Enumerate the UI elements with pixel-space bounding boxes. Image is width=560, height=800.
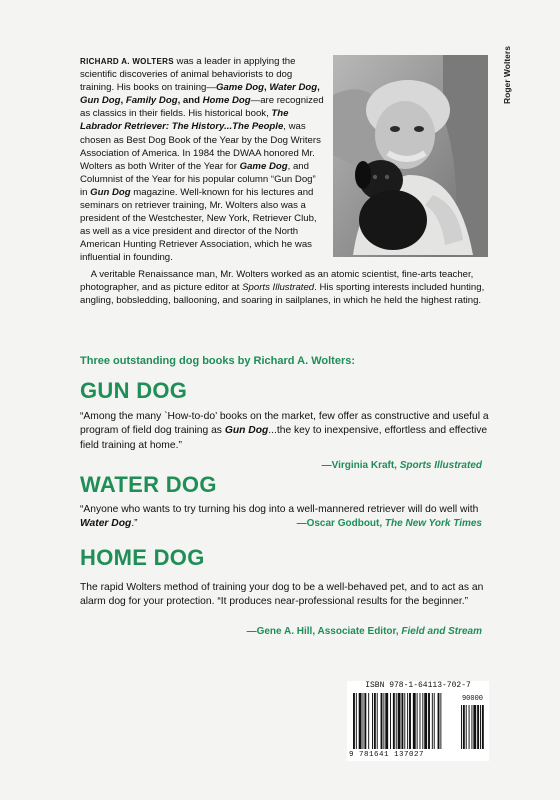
- review-quote-gun-dog: [80, 410, 490, 453]
- barcode-bar: [401, 693, 403, 749]
- author-photo: [333, 55, 488, 257]
- barcode-bar: [385, 693, 388, 749]
- barcode-bar: [440, 693, 441, 749]
- barcode-bar: [364, 693, 366, 749]
- barcode-bar: [356, 693, 357, 749]
- quote-text: The rapid Wolters method of training your dog to be a well-behaved pet, and to act as an alarm dog for your protection. “It produces near-professional results for the beginner.”: [80, 582, 484, 608]
- author-bio-continued: [80, 268, 490, 307]
- barcode-bar: [424, 693, 427, 749]
- attr-text: —Virginia Kraft,: [321, 460, 400, 471]
- barcode-bar: [461, 705, 462, 749]
- barcode-bar: [407, 693, 408, 749]
- isbn-number: ISBN 978-1-64113-702-7: [365, 681, 471, 690]
- book-ref: Water Dog: [269, 82, 318, 94]
- barcode-bar: [413, 693, 416, 749]
- bio-text: A veritable Renaissance man, Mr. Wolters worked as an atomic scientist, fine-arts teacher, photographer, and as picture editor at: [80, 269, 474, 294]
- quote-text: “Anyone who wants to try turning his dog into a well-mannered retriever will do well with: [80, 504, 479, 515]
- review-attribution-water-dog: [297, 518, 482, 529]
- book-ref: Game Dog: [215, 82, 264, 94]
- isbn-barcode: [347, 681, 489, 761]
- barcode-bar: [377, 693, 378, 749]
- bio-text: . His sporting interests included hunting, angling, bobsledding, ballooning, and soaring in sailplanes, in which he held the highest rating.: [80, 282, 485, 307]
- barcode-bar: [466, 705, 467, 749]
- barcode-bar: [477, 705, 479, 749]
- bio-text: magazine. Well-known for his lectures and seminars on retriever training, Mr. Wolters also was a president of the Westchester, New York, Retriever Club, as well as a vice president and director of the North American Hunting Retriever Association, which he was influential in founding.: [80, 186, 317, 264]
- barcode-bars: [347, 681, 489, 761]
- barcode-bar: [471, 705, 472, 749]
- barcode-bar: [463, 705, 465, 749]
- barcode-bar: [473, 705, 476, 749]
- book-title-home-dog: HOME DOG: [80, 545, 205, 570]
- barcode-bar: [432, 693, 433, 749]
- attr-text: —Oscar Godbout,: [296, 518, 385, 529]
- quote-book-ref: Water Dog: [80, 518, 132, 530]
- price-code: 90000: [461, 695, 483, 703]
- publication-ref: Sports Illustrated: [242, 282, 315, 294]
- barcode-bar: [417, 693, 418, 749]
- attr-source: Field and Stream: [401, 626, 482, 637]
- sep: , and: [177, 95, 203, 107]
- attr-source: The New York Times: [384, 518, 482, 529]
- book-ref: Family Dog: [125, 95, 178, 107]
- author-bio: [80, 55, 325, 265]
- barcode-bar: [434, 693, 435, 749]
- sep: ,: [120, 95, 126, 107]
- barcode-bar: [396, 693, 397, 749]
- sep: ,: [263, 82, 270, 94]
- barcode-bar: [404, 693, 405, 749]
- barcode-bar: [390, 693, 391, 749]
- barcode-bar: [383, 693, 384, 749]
- author-name: RICHARD A. WOLTERS: [80, 57, 174, 66]
- barcode-bar: [381, 693, 383, 749]
- barcode-bar: [469, 705, 470, 749]
- bio-text: —are recognized as classics in their fields. His historical book,: [80, 95, 324, 120]
- books-teaser: Three outstanding dog books by Richard A. Wolters:: [80, 355, 356, 367]
- attr-text: —Gene A. Hill, Associate Editor,: [246, 626, 402, 637]
- ean-digits: 9 781641 137027: [349, 751, 425, 759]
- photo-credit: Roger Wolters: [502, 46, 512, 104]
- book-title-water-dog: WATER DOG: [80, 472, 217, 497]
- book-ref: The Labrador Retriever: The History...The People: [80, 108, 289, 133]
- book-ref: Gun Dog: [90, 186, 131, 198]
- sep: ,: [317, 82, 320, 94]
- barcode-bar: [353, 693, 355, 749]
- barcode-bar: [438, 693, 440, 749]
- bio-text: was a leader in applying the scientific discoveries of animal behaviorists to dog training. His books on training—: [80, 56, 296, 94]
- book-title-gun-dog: GUN DOG: [80, 378, 188, 403]
- barcode-bar: [374, 693, 376, 749]
- barcode-bar: [359, 693, 362, 749]
- bio-text: , was chosen as Best Dog Book of the Year by the Dog Writers Association of America. In 1984 the DWAA honored Mr. Wolters as both Writer of the Year for: [80, 121, 321, 172]
- quote-text: “Among the many `How-to-do’ books on the market, few offer as constructive and useful a program of field dog training as: [80, 411, 489, 437]
- review-quote-home-dog: [80, 581, 490, 610]
- book-ref: Gun Dog: [80, 95, 121, 107]
- barcode-bar: [398, 693, 401, 749]
- review-attribution-gun-dog: [322, 460, 482, 471]
- barcode-bar: [428, 693, 430, 749]
- barcode-bar: [363, 693, 364, 749]
- bio-text: , and Columnist of the Year for his popular column “Gun Dog” in: [80, 160, 316, 198]
- attr-source: Sports Illustrated: [399, 460, 482, 471]
- book-ref: Home Dog: [202, 95, 251, 107]
- barcode-bar: [372, 693, 373, 749]
- barcode-bar: [420, 693, 421, 749]
- barcode-bar: [480, 705, 481, 749]
- barcode-bar: [482, 705, 484, 749]
- review-attribution-home-dog: [247, 626, 482, 637]
- author-with-puppy-image: [333, 55, 488, 257]
- barcode-bar: [409, 693, 411, 749]
- quote-book-ref: Gun Dog: [224, 425, 269, 437]
- barcode-bar: [422, 693, 423, 749]
- barcode-bar: [393, 693, 395, 749]
- quote-text: .”: [131, 518, 138, 530]
- barcode-bar: [368, 693, 369, 749]
- quote-text: ...the key to inexpensive, effortless and effective field training at home.”: [80, 425, 488, 451]
- book-ref: Game Dog: [239, 160, 288, 172]
